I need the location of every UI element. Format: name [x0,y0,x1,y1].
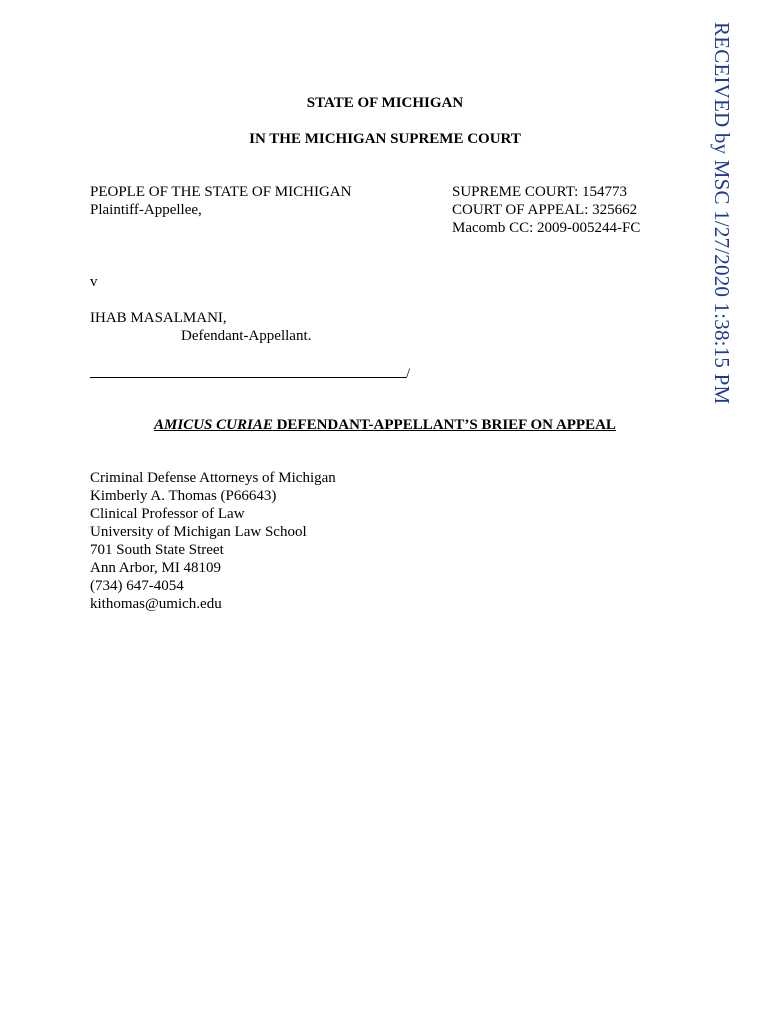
supreme-court-number: SUPREME COURT: 154773 [452,184,628,200]
defendant-role: Defendant-Appellant. [181,328,312,344]
defendant-name: IHAB MASALMANI, [90,310,227,326]
counsel-institution: University of Michigan Law School [90,524,307,540]
counsel-phone: (734) 647-4054 [90,578,184,594]
brief-title [0,416,770,434]
brief-title-rest: DEFENDANT-APPELLANT’S BRIEF ON APPEAL [272,417,616,433]
caption-plaintiff-block [90,183,351,219]
counsel-title: Clinical Professor of Law [90,506,245,522]
court-of-appeal-number: COURT OF APPEAL: 325662 [452,202,638,218]
caption-rule [90,363,406,378]
counsel-organization: Criminal Defense Attorneys of Michigan [90,470,336,486]
case-numbers-block [452,183,640,237]
plaintiff-role: Plaintiff-Appellee, [90,202,202,218]
counsel-city: Ann Arbor, MI 48109 [90,560,222,576]
counsel-email: kithomas@umich.edu [90,596,222,612]
caption-slash: / [406,366,411,382]
counsel-block [90,469,336,613]
versus-label: v [90,274,98,290]
state-heading: STATE OF MICHIGAN [306,95,464,111]
caption-signature-line [90,363,410,383]
caption-defendant-block [90,309,311,345]
macomb-case-number: Macomb CC: 2009-005244-FC [452,220,641,236]
brief-title-italic: AMICUS CURIAE [154,417,273,433]
counsel-street: 701 South State Street [90,542,224,558]
counsel-attorney: Kimberly A. Thomas (P66643) [90,488,277,504]
plaintiff-name: PEOPLE OF THE STATE OF MICHIGAN [90,184,352,200]
received-stamp: RECEIVED by MSC 1/27/2020 1:38:15 PM [710,22,734,405]
court-heading: IN THE MICHIGAN SUPREME COURT [249,131,521,147]
